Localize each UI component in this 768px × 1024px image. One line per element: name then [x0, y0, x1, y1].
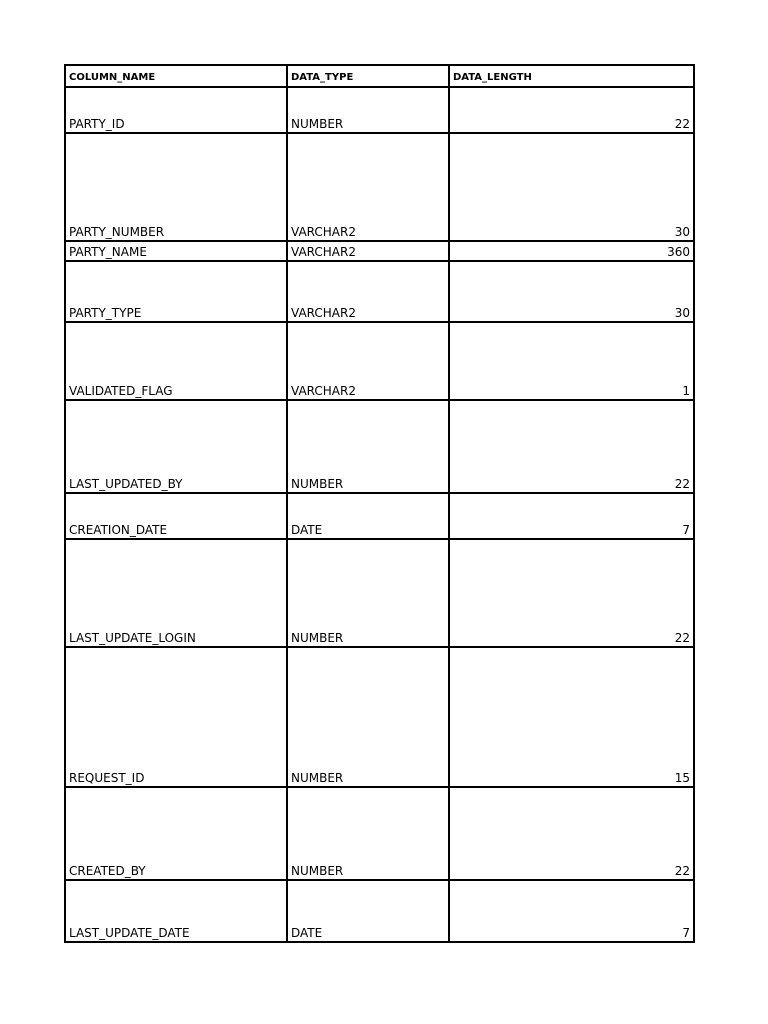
cell-data-type: NUMBER [287, 787, 449, 880]
cell-column-name: PARTY_ID [65, 87, 287, 133]
cell-column-name: REQUEST_ID [65, 647, 287, 787]
table-row [65, 539, 694, 647]
cell-column-name: LAST_UPDATED_BY [65, 400, 287, 493]
cell-column-name: CREATED_BY [65, 787, 287, 880]
header-data-type: DATA_TYPE [287, 65, 449, 87]
cell-data-length: 7 [449, 493, 694, 539]
cell-data-type: VARCHAR2 [287, 133, 449, 241]
cell-data-length: 30 [449, 261, 694, 322]
cell-column-name: CREATION_DATE [65, 493, 287, 539]
header-column-name: COLUMN_NAME [65, 65, 287, 87]
table-row [65, 261, 694, 322]
cell-column-name: VALIDATED_FLAG [65, 322, 287, 400]
cell-data-length: 360 [449, 241, 694, 261]
cell-data-type: NUMBER [287, 539, 449, 647]
cell-data-type: DATE [287, 880, 449, 942]
cell-column-name: PARTY_NAME [65, 241, 287, 261]
header-row [65, 65, 694, 87]
table-row [65, 880, 694, 942]
header-data-length: DATA_LENGTH [449, 65, 694, 87]
cell-data-length: 1 [449, 322, 694, 400]
cell-data-type: NUMBER [287, 400, 449, 493]
table-row [65, 400, 694, 493]
cell-data-length: 22 [449, 400, 694, 493]
cell-data-length: 15 [449, 647, 694, 787]
cell-data-length: 22 [449, 787, 694, 880]
cell-data-type: VARCHAR2 [287, 322, 449, 400]
cell-column-name: PARTY_NUMBER [65, 133, 287, 241]
table-row [65, 241, 694, 261]
cell-data-type: DATE [287, 493, 449, 539]
table-row [65, 87, 694, 133]
cell-data-type: NUMBER [287, 647, 449, 787]
cell-data-length: 22 [449, 539, 694, 647]
cell-data-length: 30 [449, 133, 694, 241]
table-row [65, 133, 694, 241]
cell-column-name: LAST_UPDATE_DATE [65, 880, 287, 942]
cell-data-length: 7 [449, 880, 694, 942]
cell-column-name: LAST_UPDATE_LOGIN [65, 539, 287, 647]
table-row [65, 787, 694, 880]
cell-data-length: 22 [449, 87, 694, 133]
table-row [65, 647, 694, 787]
column-schema-table [64, 64, 695, 943]
cell-data-type: VARCHAR2 [287, 241, 449, 261]
cell-data-type: VARCHAR2 [287, 261, 449, 322]
cell-data-type: NUMBER [287, 87, 449, 133]
cell-column-name: PARTY_TYPE [65, 261, 287, 322]
table-row [65, 322, 694, 400]
table-row [65, 493, 694, 539]
